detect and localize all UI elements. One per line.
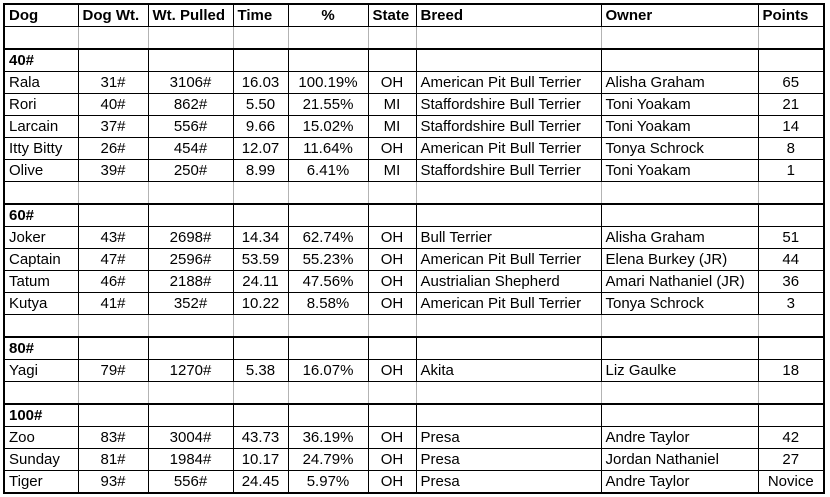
cell-percent: 55.23% [288,249,368,271]
cell-points: 3 [758,293,824,315]
spacer-cell [288,182,368,205]
spacer-cell [233,315,288,338]
cell-breed: American Pit Bull Terrier [416,138,601,160]
cell-time: 5.50 [233,94,288,116]
spacer-cell [368,27,416,50]
spacer-cell [233,27,288,50]
empty-cell [368,204,416,227]
spacer-cell [416,27,601,50]
cell-points: 14 [758,116,824,138]
cell-time: 5.38 [233,360,288,382]
cell-percent: 16.07% [288,360,368,382]
weight-class-label: 60# [4,204,78,227]
spacer-cell [601,27,758,50]
cell-wt-pulled: 2188# [148,271,233,293]
empty-cell [288,204,368,227]
cell-dog: Sunday [4,449,78,471]
cell-dog: Itty Bitty [4,138,78,160]
header-row [4,4,824,27]
cell-points: 8 [758,138,824,160]
cell-owner: Alisha Graham [601,72,758,94]
table-row [4,72,824,94]
spacer-cell [416,182,601,205]
column-header-dog: Dog [4,4,78,27]
spacer-cell [4,315,78,338]
cell-wt-pulled: 556# [148,471,233,494]
cell-points: 27 [758,449,824,471]
cell-percent: 36.19% [288,427,368,449]
empty-cell [78,337,148,360]
cell-breed: American Pit Bull Terrier [416,249,601,271]
cell-time: 14.34 [233,227,288,249]
spacer-cell [368,315,416,338]
cell-percent: 6.41% [288,160,368,182]
cell-owner: Toni Yoakam [601,116,758,138]
cell-state: OH [368,293,416,315]
table-row [4,449,824,471]
spacer-cell [78,182,148,205]
table-row [4,293,824,315]
empty-cell [601,404,758,427]
spacer-row [4,27,824,50]
spacer-cell [601,382,758,405]
cell-breed: Staffordshire Bull Terrier [416,116,601,138]
cell-dog-wt: 46# [78,271,148,293]
cell-time: 12.07 [233,138,288,160]
empty-cell [233,204,288,227]
cell-wt-pulled: 1984# [148,449,233,471]
column-header-time: Time [233,4,288,27]
empty-cell [758,49,824,72]
cell-dog: Olive [4,160,78,182]
cell-time: 24.45 [233,471,288,494]
cell-dog: Zoo [4,427,78,449]
spacer-cell [4,27,78,50]
cell-state: OH [368,138,416,160]
cell-wt-pulled: 3106# [148,72,233,94]
table-row [4,360,824,382]
spacer-cell [233,182,288,205]
column-header-wt-pulled: Wt. Pulled [148,4,233,27]
cell-owner: Liz Gaulke [601,360,758,382]
table-row [4,138,824,160]
spacer-row [4,315,824,338]
empty-cell [233,49,288,72]
empty-cell [148,49,233,72]
cell-percent: 8.58% [288,293,368,315]
cell-state: OH [368,227,416,249]
empty-cell [416,204,601,227]
cell-owner: Andre Taylor [601,471,758,494]
empty-cell [78,404,148,427]
cell-dog: Rala [4,72,78,94]
spacer-row [4,182,824,205]
cell-points: 36 [758,271,824,293]
cell-dog: Yagi [4,360,78,382]
empty-cell [758,337,824,360]
spacer-cell [4,382,78,405]
empty-cell [288,404,368,427]
cell-wt-pulled: 1270# [148,360,233,382]
empty-cell [148,337,233,360]
cell-points: 42 [758,427,824,449]
cell-points: 51 [758,227,824,249]
cell-dog-wt: 37# [78,116,148,138]
cell-percent: 15.02% [288,116,368,138]
weight-class-section-row [4,404,824,427]
cell-state: OH [368,427,416,449]
spacer-cell [78,382,148,405]
spacer-cell [601,182,758,205]
table-body [4,27,824,494]
cell-dog: Kutya [4,293,78,315]
weight-class-label: 100# [4,404,78,427]
cell-percent: 21.55% [288,94,368,116]
spacer-cell [148,315,233,338]
spacer-cell [758,27,824,50]
weight-class-label: 40# [4,49,78,72]
cell-time: 53.59 [233,249,288,271]
table-row [4,116,824,138]
empty-cell [601,49,758,72]
empty-cell [78,49,148,72]
cell-breed: Staffordshire Bull Terrier [416,94,601,116]
empty-cell [78,204,148,227]
column-header-breed: Breed [416,4,601,27]
cell-dog-wt: 93# [78,471,148,494]
cell-wt-pulled: 556# [148,116,233,138]
cell-time: 24.11 [233,271,288,293]
spacer-cell [288,27,368,50]
cell-points: 44 [758,249,824,271]
cell-dog: Rori [4,94,78,116]
cell-owner: Alisha Graham [601,227,758,249]
spacer-cell [416,382,601,405]
spacer-cell [4,182,78,205]
cell-owner: Toni Yoakam [601,160,758,182]
cell-dog-wt: 79# [78,360,148,382]
cell-percent: 47.56% [288,271,368,293]
cell-wt-pulled: 862# [148,94,233,116]
spacer-cell [148,382,233,405]
column-header-dog-wt: Dog Wt. [78,4,148,27]
weight-class-section-row [4,49,824,72]
empty-cell [601,204,758,227]
cell-percent: 100.19% [288,72,368,94]
spacer-row [4,382,824,405]
cell-breed: American Pit Bull Terrier [416,293,601,315]
cell-owner: Tonya Schrock [601,293,758,315]
spacer-cell [288,315,368,338]
cell-dog-wt: 83# [78,427,148,449]
cell-breed: Presa [416,471,601,494]
cell-state: MI [368,116,416,138]
cell-dog-wt: 47# [78,249,148,271]
cell-breed: Presa [416,427,601,449]
cell-points: 18 [758,360,824,382]
cell-wt-pulled: 3004# [148,427,233,449]
cell-breed: Staffordshire Bull Terrier [416,160,601,182]
cell-wt-pulled: 2596# [148,249,233,271]
cell-breed: Akita [416,360,601,382]
weight-class-section-row [4,204,824,227]
column-header-percent: % [288,4,368,27]
cell-percent: 24.79% [288,449,368,471]
cell-time: 10.22 [233,293,288,315]
cell-points: 21 [758,94,824,116]
spacer-cell [78,27,148,50]
cell-points: 1 [758,160,824,182]
spacer-cell [148,182,233,205]
table-row [4,160,824,182]
cell-dog: Tiger [4,471,78,494]
empty-cell [288,49,368,72]
cell-state: OH [368,471,416,494]
cell-owner: Tonya Schrock [601,138,758,160]
spacer-cell [416,315,601,338]
weight-class-label: 80# [4,337,78,360]
spacer-cell [758,315,824,338]
cell-points: 65 [758,72,824,94]
cell-time: 16.03 [233,72,288,94]
spacer-cell [758,182,824,205]
table-row [4,227,824,249]
cell-owner: Toni Yoakam [601,94,758,116]
table-row [4,249,824,271]
cell-dog-wt: 81# [78,449,148,471]
empty-cell [416,337,601,360]
empty-cell [148,204,233,227]
spacer-cell [758,382,824,405]
column-header-points: Points [758,4,824,27]
cell-percent: 62.74% [288,227,368,249]
empty-cell [601,337,758,360]
spacer-cell [78,315,148,338]
cell-state: MI [368,94,416,116]
spacer-cell [233,382,288,405]
cell-dog: Larcain [4,116,78,138]
empty-cell [233,404,288,427]
cell-dog-wt: 39# [78,160,148,182]
cell-breed: Bull Terrier [416,227,601,249]
empty-cell [148,404,233,427]
spacer-cell [368,182,416,205]
cell-breed: Austrialian Shepherd [416,271,601,293]
column-header-state: State [368,4,416,27]
spacer-cell [148,27,233,50]
empty-cell [758,204,824,227]
empty-cell [416,49,601,72]
cell-state: OH [368,271,416,293]
cell-state: OH [368,449,416,471]
cell-dog-wt: 26# [78,138,148,160]
pull-results-table [3,3,825,494]
cell-state: OH [368,360,416,382]
empty-cell [368,404,416,427]
cell-percent: 11.64% [288,138,368,160]
cell-owner: Andre Taylor [601,427,758,449]
empty-cell [416,404,601,427]
column-header-owner: Owner [601,4,758,27]
spacer-cell [368,382,416,405]
cell-time: 43.73 [233,427,288,449]
empty-cell [758,404,824,427]
cell-wt-pulled: 250# [148,160,233,182]
table-row [4,271,824,293]
cell-percent: 5.97% [288,471,368,494]
spacer-cell [601,315,758,338]
cell-owner: Jordan Nathaniel [601,449,758,471]
cell-dog-wt: 43# [78,227,148,249]
cell-dog-wt: 31# [78,72,148,94]
cell-dog: Joker [4,227,78,249]
cell-breed: American Pit Bull Terrier [416,72,601,94]
table-row [4,471,824,494]
cell-state: MI [368,160,416,182]
cell-dog-wt: 40# [78,94,148,116]
empty-cell [288,337,368,360]
empty-cell [368,337,416,360]
cell-time: 9.66 [233,116,288,138]
spacer-cell [288,382,368,405]
table-row [4,94,824,116]
empty-cell [368,49,416,72]
cell-state: OH [368,72,416,94]
cell-dog: Tatum [4,271,78,293]
cell-owner: Elena Burkey (JR) [601,249,758,271]
cell-wt-pulled: 2698# [148,227,233,249]
weight-class-section-row [4,337,824,360]
cell-wt-pulled: 352# [148,293,233,315]
cell-dog: Captain [4,249,78,271]
cell-dog-wt: 41# [78,293,148,315]
cell-time: 8.99 [233,160,288,182]
cell-points: Novice [758,471,824,494]
empty-cell [233,337,288,360]
table-row [4,427,824,449]
cell-wt-pulled: 454# [148,138,233,160]
cell-owner: Amari Nathaniel (JR) [601,271,758,293]
cell-state: OH [368,249,416,271]
cell-breed: Presa [416,449,601,471]
cell-time: 10.17 [233,449,288,471]
